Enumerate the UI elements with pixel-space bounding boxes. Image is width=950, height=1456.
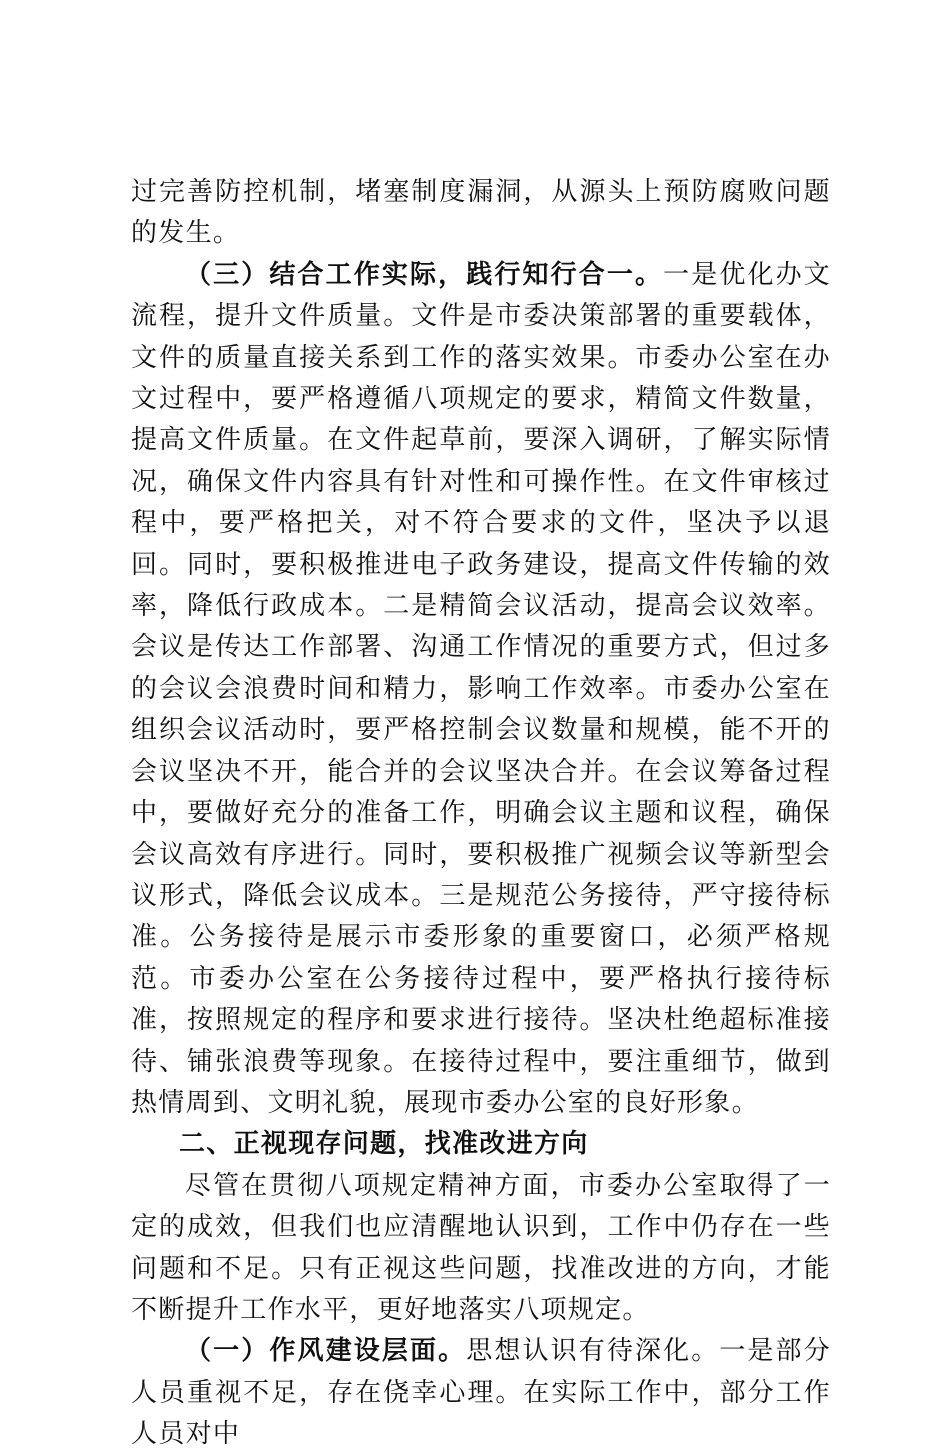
section-3-lead: （三）结合工作实际，践行知行合一。 xyxy=(185,259,664,290)
paragraph-subsection-1 xyxy=(131,1331,831,1455)
chapter-2-heading: 二、正视现存问题，找准改进方向 xyxy=(179,1129,589,1160)
section-3-body: 一是优化办文流程，提升文件质量。文件是市委决策部署的重要载体，文件的质量直接关系到工作的落实效果。市委办公室在办文过程中，要严格遵循八项规定的要求，精简文件数量，提高文件质量。在文件起草前，要深入调研，了解实际情况，确保文件内容具有针对性和可操作性。在文件审核过程中，要严格把关，对不符合要求的文件，坚决予以退回。同时，要积极推进电子政务建设，提高文件传输的效率，降低行政成本。二是精简会议活动，提高会议效率。会议是传达工作部署、沟通工作情况的重要方式，但过多的会议会浪费时间和精力，影响工作效率。市委办公室在组织会议活动时，要严格控制会议数量和规模，能不开的会议坚决不开，能合并的会议坚决合并。在会议筹备过程中，要做好充分的准备工作，明确会议主题和议程，确保会议高效有序进行。同时，要积极推广视频会议等新型会议形式，降低会议成本。三是规范公务接待，严守接待标准。公务接待是展示市委形象的重要窗口，必须严格规范。市委办公室在公务接待过程中，要严格执行接待标准，按照规定的程序和要求进行接待。坚决杜绝超标准接待、铺张浪费等现象。在接待过程中，要注重细节，做到热情周到、文明礼貌，展现市委办公室的良好形象。 xyxy=(131,259,831,1118)
paragraph-chapter-2-intro: 尽管在贯彻八项规定精神方面，市委办公室取得了一定的成效，但我们也应清醒地认识到，工作中仍存在一些问题和不足。只有正视这些问题，找准改进的方向，才能不断提升工作水平，更好地落实八项规定。 xyxy=(131,1170,831,1325)
paragraph-continuation: 过完善防控机制，堵塞制度漏洞，从源头上预防腐败问题的发生。 xyxy=(131,177,831,249)
paragraph-section-3 xyxy=(131,255,831,1125)
subsection-1-lead: （一）作风建设层面。 xyxy=(185,1336,467,1367)
subsection-1-body: 思想认识有待深化。一是部分人员重视不足，存在侥幸心理。在实际工作中，部分工作人员对中 xyxy=(131,1336,831,1450)
document-body xyxy=(131,172,831,1456)
